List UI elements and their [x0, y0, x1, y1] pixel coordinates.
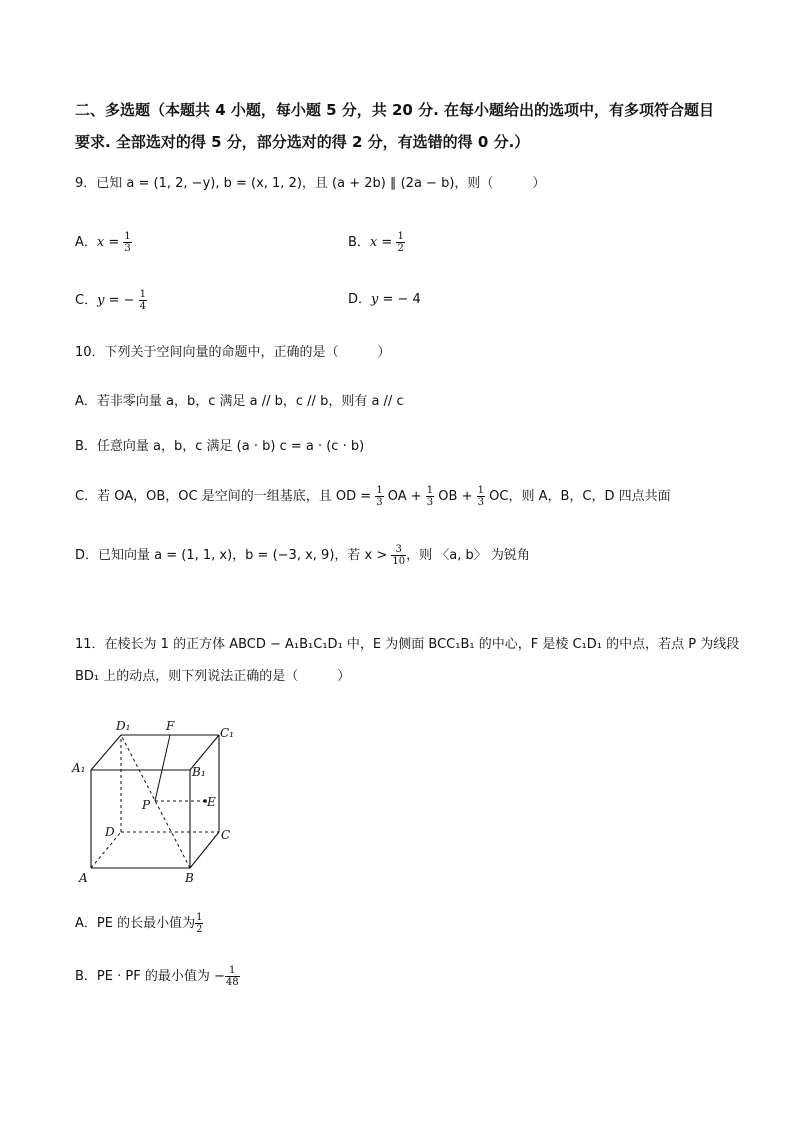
q9-c-den: 4 — [139, 301, 146, 312]
q10-option-b: B．任意向量 a，b，c 满足 (a · b) c = a · (c · b) — [75, 439, 365, 454]
q9-option-a — [75, 231, 132, 254]
q10-d-den: 10 — [392, 556, 406, 567]
q10-c-post: OC，则 A，B，C，D 四点共面 — [485, 489, 671, 504]
q9-b-fraction — [396, 231, 404, 254]
edge-C-B — [190, 832, 219, 868]
segment-F-P — [155, 735, 170, 801]
label-C1: C₁ — [220, 726, 234, 740]
q10-stem: 10．下列关于空间向量的命题中，正确的是（ ） — [75, 345, 391, 360]
label-E: E — [207, 795, 216, 809]
q10-c-f2-num: 1 — [426, 485, 434, 496]
q10-c-f1-num: 1 — [376, 485, 383, 496]
q10-option-a: A．若非零向量 a，b，c 满足 a // b，c // b，则有 a // c — [75, 394, 404, 409]
q10-c-f2-den: 3 — [426, 497, 434, 508]
q9-a-label: A． — [75, 235, 97, 250]
q11-a-num: 1 — [196, 912, 203, 923]
q11-b-fraction — [225, 965, 240, 988]
q9-option-c — [75, 289, 147, 312]
q9-b-var: x — [369, 235, 378, 250]
q10-c-frac2 — [426, 485, 434, 508]
q9-a-eq: = — [104, 235, 124, 250]
label-A1: A₁ — [72, 761, 86, 775]
label-F: F — [166, 719, 175, 733]
q9-b-den: 2 — [397, 243, 404, 254]
cube-figure — [70, 712, 245, 890]
q10-c-f3-num: 1 — [477, 485, 484, 496]
label-D1: D₁ — [116, 719, 131, 733]
q9-a-fraction — [123, 231, 131, 254]
q10-c-mid2: OB + — [434, 489, 477, 504]
q11-a-den: 2 — [196, 924, 203, 935]
q11-a-fraction — [195, 912, 203, 935]
label-B: B — [185, 871, 194, 885]
q9-stem: 9．已知 a = (1, 2, −y), b = (x, 1, 2)，且 (a + 2b) ∥ (2a − b)，则（ ） — [75, 176, 546, 191]
section-heading-line1: 二、多选题（本题共 4 小题，每小题 5 分，共 20 分. 在每小题给出的选项中，有多项符合题目 — [75, 101, 715, 119]
q9-option-d — [348, 290, 421, 310]
q10-c-frac1 — [375, 485, 383, 508]
q11-stem-line1: 11．在棱长为 1 的正方体 ABCD − A₁B₁C₁D₁ 中，E 为侧面 BCC₁B₁ 的中心，F 是棱 C₁D₁ 的中点，若点 P 为线段 — [75, 637, 740, 652]
q9-c-num: 1 — [139, 289, 146, 300]
q9-option-b — [348, 231, 405, 254]
label-D: D — [105, 825, 115, 839]
q10-c-f1-den: 3 — [376, 497, 383, 508]
q9-b-eq: = — [377, 235, 397, 250]
label-P: P — [142, 798, 151, 812]
q10-d-fraction — [391, 544, 406, 567]
section-heading-line2: 要求. 全部选对的得 5 分，部分选对的得 2 分，有选错的得 0 分.） — [75, 133, 530, 151]
q9-c-eq: = − — [104, 293, 139, 308]
section-heading — [75, 94, 735, 158]
q11-a-pre: A． — [75, 916, 97, 931]
q11-b-num: 1 — [225, 965, 240, 977]
q10-d-pre: D．已知向量 a = (1, 1, x)，b = (−3, x, 9)，若 x > — [75, 548, 392, 563]
q10-c-mid1: OA + — [383, 489, 426, 504]
q10-c-f3-den: 3 — [477, 497, 484, 508]
q9-b-num: 1 — [397, 231, 404, 242]
q9-c-var: y — [97, 293, 105, 308]
q9-d-label: D． — [348, 292, 372, 307]
q9-c-fraction — [139, 289, 147, 312]
q9-d-var: y — [371, 292, 379, 307]
q11-stem-line2: BD₁ 上的动点，则下列说法正确的是（ ） — [75, 669, 351, 684]
q11-b-den: 48 — [225, 977, 239, 988]
q10-option-c — [75, 485, 671, 508]
q11-b-pre: B． — [75, 969, 97, 984]
q11-b-text: PE · PF 的最小值为 − — [96, 969, 225, 984]
label-C: C — [221, 828, 231, 842]
label-B1: B₁ — [192, 765, 206, 779]
q9-a-den: 3 — [124, 243, 131, 254]
q9-c-label: C． — [75, 293, 98, 308]
q9-a-num: 1 — [124, 231, 131, 242]
label-A: A — [79, 871, 88, 885]
q10-d-num: 3 — [391, 544, 406, 556]
q9-d-eq: = − 4 — [378, 292, 421, 307]
q9-a-var: x — [96, 235, 105, 250]
q10-option-d — [75, 544, 530, 567]
q9-b-label: B． — [348, 235, 370, 250]
edge-A1-D1 — [91, 735, 121, 770]
q11-option-a — [75, 912, 203, 935]
q11-option-b — [75, 965, 240, 988]
q11-a-text: PE 的长最小值为 — [96, 916, 196, 931]
q10-d-post: ，则 〈a, b〉 为锐角 — [406, 548, 530, 563]
q10-c-frac3 — [477, 485, 485, 508]
q10-c-pre: C．若 OA，OB，OC 是空间的一组基底，且 OD = — [75, 489, 376, 504]
